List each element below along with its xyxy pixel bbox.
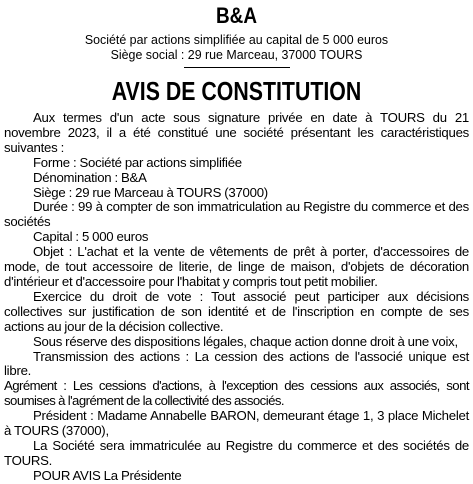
separator-rule bbox=[184, 67, 290, 68]
paragraph-seat: Siège : 29 rue Marceau à TOURS (37000) bbox=[33, 184, 268, 200]
paragraph-president: Président : Madame Annabelle BARON, demeurant étage 1, 3 place Michelet à TOURS (37000), bbox=[4, 408, 469, 439]
paragraph-purpose: Objet : L'achat et la vente de vêtements de prêt à porter, d'accessoires de mode, de tout accessoire de literie, de linge de maison, d'objets de décoration d'intérieur et d'accessoire pour l'habitat y compris tout petit mobilier. bbox=[4, 244, 469, 289]
paragraph-approval: Agrément : Les cessions d'actions, à l'exception des cessions aux associés, sont soumises à l'agrément de la collectivité des associés. bbox=[4, 378, 469, 409]
paragraph-duration: Durée : 99 à compter de son immatriculation au Registre du commerce et des sociétés bbox=[4, 199, 469, 230]
paragraph-signature: POUR AVIS La Présidente bbox=[33, 467, 182, 483]
paragraph-deed: Aux termes d'un acte sous signature privée en date à TOURS du 21 novembre 2023, il a été constitué une société présentant les caractéristiques suivantes : bbox=[4, 110, 469, 155]
company-type-capital: Société par actions simplifiée au capital de 5 000 euros bbox=[84, 32, 389, 47]
paragraph-name: Dénomination : B&A bbox=[33, 169, 147, 185]
notice-body bbox=[4, 111, 469, 484]
paragraph-registration: La Société sera immatriculée au Registre du commerce et des sociétés de TOURS. bbox=[4, 437, 469, 468]
paragraph-transfer: Transmission des actions : La cession des actions de l'associé unique est libre. bbox=[4, 348, 469, 379]
paragraph-form: Forme : Société par actions simplifiée bbox=[33, 154, 242, 170]
notice-heading: AVIS DE CONSTITUTION bbox=[111, 76, 362, 106]
paragraph-one-vote: Sous réserve des dispositions légales, chaque action donne droit à une voix, bbox=[33, 333, 458, 349]
company-name: B&A bbox=[215, 3, 257, 28]
registered-office: Siège social : 29 rue Marceau, 37000 TOURS bbox=[110, 47, 363, 62]
paragraph-voting-right: Exercice du droit de vote : Tout associé peut participer aux décisions collectives sur justification de son identité et de l'inscription en compte de ses actions au jour de la décision collective. bbox=[4, 288, 469, 334]
paragraph-capital: Capital : 5 000 euros bbox=[33, 229, 149, 245]
